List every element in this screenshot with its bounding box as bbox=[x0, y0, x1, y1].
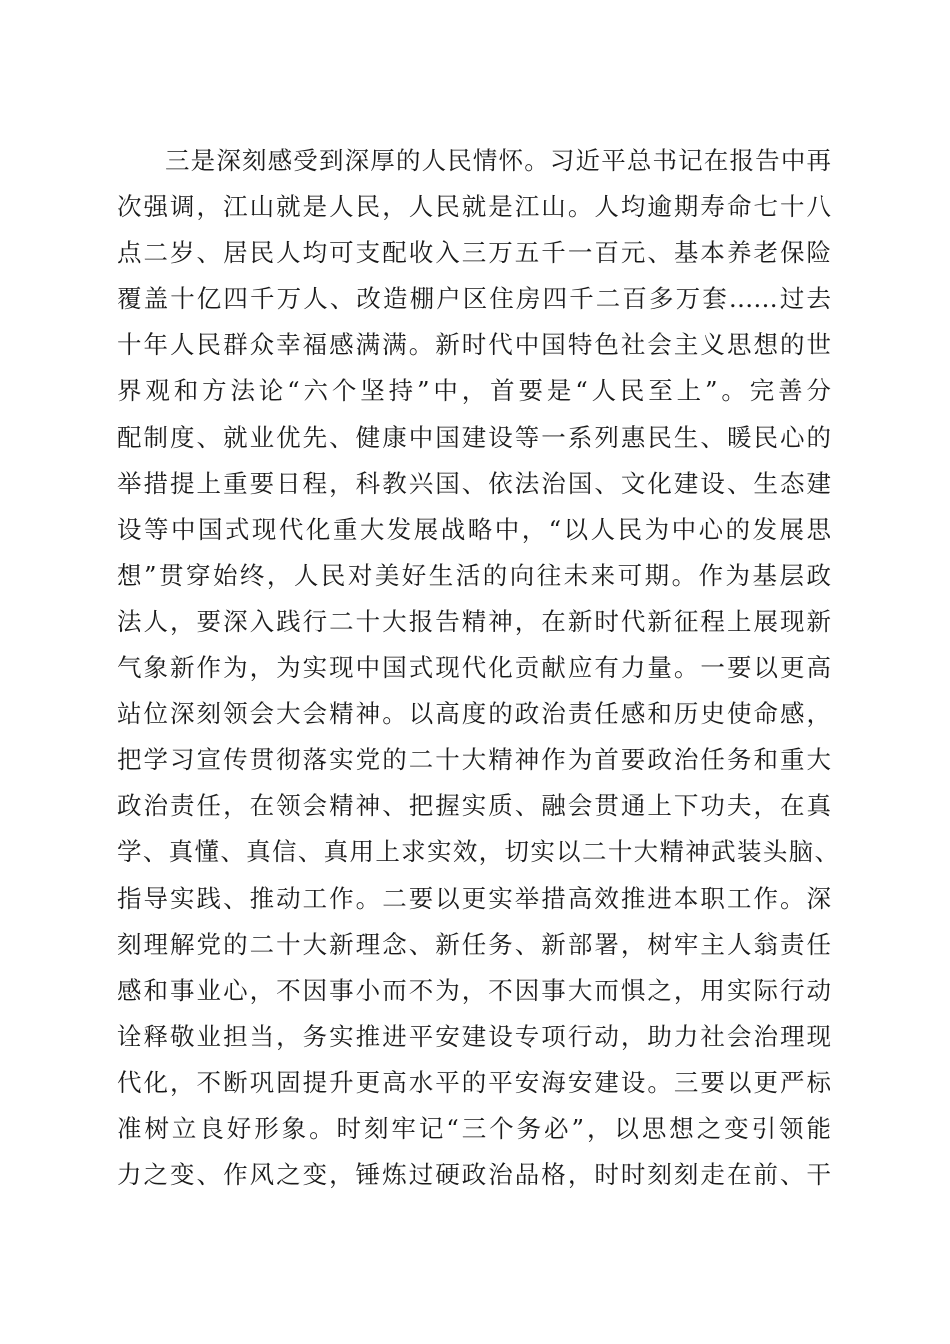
paragraph-line: 次强调，江山就是人民，人民就是江山。人均逾期寿命七十八 bbox=[117, 192, 831, 222]
paragraph-line: 准树立良好形象。时刻牢记“三个务必”，以思想之变引领能 bbox=[117, 1113, 831, 1143]
paragraph-line: 政治责任，在领会精神、把握实质、融会贯通上下功夫，在真 bbox=[117, 791, 831, 821]
paragraph-line: 指导实践、推动工作。二要以更实举措高效推进本职工作。深 bbox=[117, 883, 831, 913]
paragraph-line: 配制度、就业优先、健康中国建设等一系列惠民生、暖民心的 bbox=[117, 422, 831, 452]
paragraph-line: 学、真懂、真信、真用上求实效，切实以二十大精神武装头脑、 bbox=[117, 837, 839, 867]
paragraph-line: 界观和方法论“六个坚持”中，首要是“人民至上”。完善分 bbox=[117, 376, 831, 406]
paragraph-line: 刻理解党的二十大新理念、新任务、新部署，树牢主人翁责任 bbox=[117, 929, 831, 959]
paragraph-line: 十年人民群众幸福感满满。新时代中国特色社会主义思想的世 bbox=[117, 330, 831, 360]
paragraph-line: 力之变、作风之变，锤炼过硬政治品格，时时刻刻走在前、干 bbox=[117, 1160, 831, 1190]
paragraph-line: 覆盖十亿四千万人、改造棚户区住房四千二百多万套……过去 bbox=[117, 284, 831, 314]
paragraph-line: 法人，要深入践行二十大报告精神，在新时代新征程上展现新 bbox=[117, 606, 831, 636]
paragraph-line: 三是深刻感受到深厚的人民情怀。习近平总书记在报告中再 bbox=[165, 146, 831, 175]
paragraph-line: 气象新作为，为实现中国式现代化贡献应有力量。一要以更高 bbox=[117, 653, 831, 683]
body-paragraph bbox=[117, 142, 857, 1202]
paragraph-line: 把学习宣传贯彻落实党的二十大精神作为首要政治任务和重大 bbox=[117, 745, 831, 775]
paragraph-line: 想”贯穿始终，人民对美好生活的向往未来可期。作为基层政 bbox=[117, 560, 831, 590]
paragraph-line: 诠释敬业担当，务实推进平安建设专项行动，助力社会治理现 bbox=[117, 1021, 831, 1051]
paragraph-line: 设等中国式现代化重大发展战略中，“以人民为中心的发展思 bbox=[117, 514, 831, 544]
paragraph-line: 点二岁、居民人均可支配收入三万五千一百元、基本养老保险 bbox=[117, 238, 831, 268]
paragraph-line: 站位深刻领会大会精神。以高度的政治责任感和历史使命感， bbox=[117, 699, 831, 729]
paragraph-line: 感和事业心，不因事小而不为，不因事大而惧之，用实际行动 bbox=[117, 975, 831, 1005]
paragraph-line: 举措提上重要日程，科教兴国、依法治国、文化建设、生态建 bbox=[117, 468, 831, 498]
paragraph-line: 代化，不断巩固提升更高水平的平安海安建设。三要以更严标 bbox=[117, 1067, 831, 1097]
